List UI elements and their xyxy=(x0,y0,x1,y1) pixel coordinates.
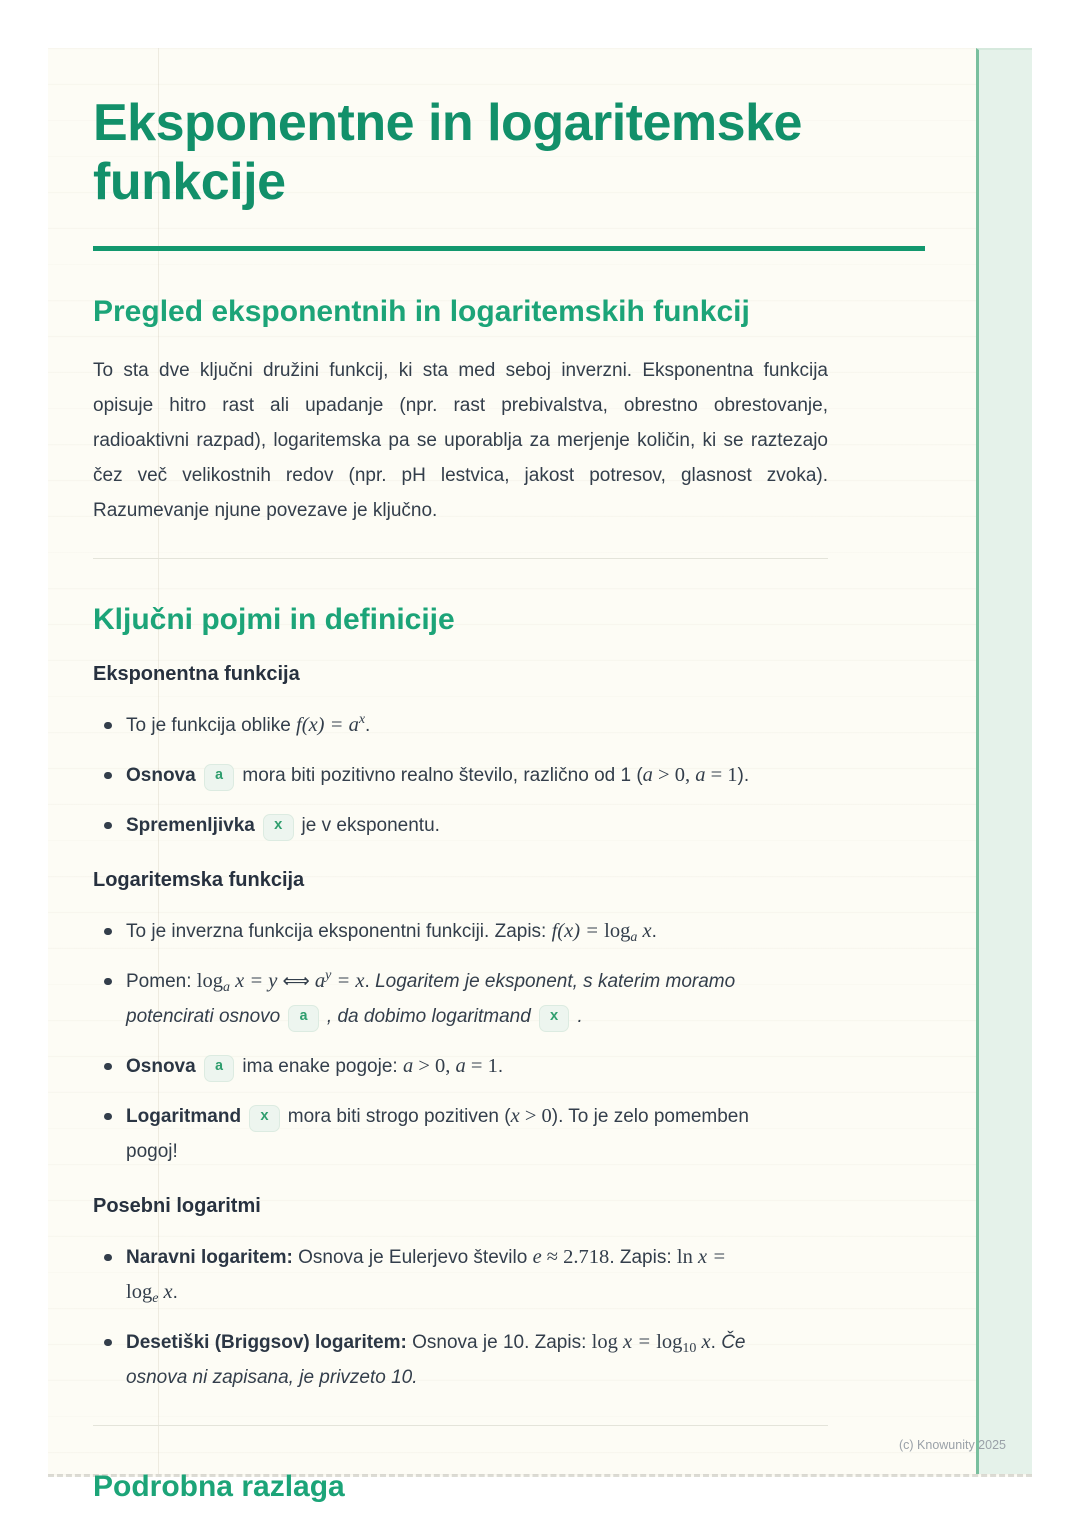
math-subscript: a xyxy=(222,979,230,995)
section-heading-pregled: Pregled eksponentnih in logaritemskih funkcij xyxy=(93,294,750,328)
text-run: ima enake pogoje: xyxy=(242,1055,403,1077)
math-run: f(x) = a xyxy=(296,713,359,736)
code-chip-x: x xyxy=(263,814,294,842)
italic-run: potencirati osnovo xyxy=(126,1005,281,1027)
list-item xyxy=(126,1325,828,1395)
math-superscript: y xyxy=(325,967,332,983)
math-operator: log xyxy=(604,919,631,942)
text-run: . xyxy=(651,920,657,942)
bold-lead: Desetiški (Briggsov) logaritem: xyxy=(126,1331,407,1353)
italic-run: Logaritem je eksponent, s katerim moramo xyxy=(375,970,736,992)
text-run: mora biti strogo pozitiven ( xyxy=(287,1105,511,1127)
math-run: > 0, xyxy=(652,763,696,786)
math-subscript: e xyxy=(152,1290,159,1306)
subheading-logaritemska-funkcija: Logaritemska funkcija xyxy=(93,868,305,891)
text-run: To je funkcija oblike xyxy=(126,714,297,736)
text-run: pogoj! xyxy=(126,1140,178,1162)
intro-paragraph: To sta dve ključni družini funkcij, ki sta med seboj inverzni. Eksponentna funkcija opisuje hitro rast ali upadanje (npr. rast prebivalstva, obrestno obrestovanje, radioaktivni razpad), logaritemska pa se uporablja za merjenje količin, ki se raztezajo čez več velikostnih redov (npr. pH lestvica, jakost potresov, glasnost zvoka). Razumevanje njune povezave je ključno. xyxy=(93,359,828,521)
math-run: x = xyxy=(692,1245,727,1268)
list-item xyxy=(126,708,828,743)
section-divider xyxy=(93,1425,828,1426)
math-run: a xyxy=(695,763,706,786)
copyright: (c) Knowunity 2025 xyxy=(898,1438,1006,1452)
math-run: a xyxy=(402,1054,414,1077)
page-title: Eksponentne in logaritemske funkcije xyxy=(93,94,802,211)
math-run: = 1 xyxy=(465,1054,498,1077)
bold-lead: Naravni logaritem: xyxy=(126,1246,293,1268)
bullet-list-posebni xyxy=(93,1240,828,1395)
text-run: . xyxy=(710,1331,722,1353)
math-run: x = xyxy=(617,1330,657,1353)
list-item xyxy=(126,808,828,843)
subheading-eksponentna-funkcija: Eksponentna funkcija xyxy=(93,662,300,685)
italic-run: . xyxy=(577,1005,583,1027)
bold-lead: Logaritmand xyxy=(126,1105,242,1127)
math-run: x xyxy=(637,919,652,942)
list-item xyxy=(126,1240,828,1310)
title-underline xyxy=(93,246,925,251)
math-subscript: 10 xyxy=(682,1340,697,1356)
list-item xyxy=(126,964,828,1034)
text-run: . xyxy=(497,1055,504,1077)
math-run: x xyxy=(158,1280,173,1303)
math-run: x = y xyxy=(229,969,283,992)
math-run: ≈ 2.718 xyxy=(541,1245,610,1268)
italic-run: Če xyxy=(721,1331,746,1353)
text-run: . xyxy=(364,970,376,992)
math-run: > 0, xyxy=(413,1054,456,1077)
bullet-list-eksponentna xyxy=(93,708,828,843)
math-run: > 0 xyxy=(519,1104,552,1127)
math-run: x xyxy=(510,1104,520,1127)
code-chip-x: x xyxy=(539,1005,570,1033)
subheading-posebni-logaritmi: Posebni logaritmi xyxy=(93,1194,261,1217)
code-chip-a: a xyxy=(204,764,235,792)
math-operator: log xyxy=(591,1330,618,1353)
italic-run: osnova ni zapisana, je privzeto 10. xyxy=(126,1366,418,1388)
math-run: e xyxy=(532,1245,542,1268)
math-run: a xyxy=(455,1054,466,1077)
section-divider xyxy=(93,558,828,559)
code-chip-x: x xyxy=(249,1105,280,1133)
section-heading-podrobna: Podrobna razlaga xyxy=(93,1469,345,1503)
math-operator: log xyxy=(126,1280,153,1303)
text-run: . xyxy=(172,1281,178,1303)
text-run: Osnova je Eulerjevo število xyxy=(292,1246,533,1268)
italic-run: , da dobimo logaritmand xyxy=(326,1005,531,1027)
page-content xyxy=(48,48,1032,1504)
text-run: ). xyxy=(737,764,750,786)
text-run: . xyxy=(365,714,371,736)
text-run: je v eksponentu. xyxy=(301,814,440,836)
text-run: mora biti pozitivno realno število, različno od 1 ( xyxy=(242,764,643,786)
text-run: To je inverzna funkcija eksponentni funkciji. Zapis: xyxy=(126,920,552,942)
math-operator: ln xyxy=(676,1245,693,1268)
text-run: Osnova je 10. Zapis: xyxy=(406,1331,592,1353)
math-operator: log xyxy=(196,969,223,992)
section-heading-kljucni: Ključni pojmi in definicije xyxy=(93,602,455,636)
list-item xyxy=(126,1049,828,1084)
bold-lead: Osnova xyxy=(126,1055,196,1077)
code-chip-a: a xyxy=(288,1005,319,1033)
math-operator: log xyxy=(656,1330,683,1353)
list-item xyxy=(126,758,828,793)
code-chip-a: a xyxy=(204,1055,235,1083)
text-run: Pomen: xyxy=(126,970,197,992)
math-subscript: a xyxy=(630,929,638,945)
math-run: = 1 xyxy=(705,763,738,786)
math-run: = x xyxy=(331,969,365,992)
bullet-list-logaritemska xyxy=(93,914,828,1169)
list-item xyxy=(126,914,828,949)
math-run: a xyxy=(642,763,653,786)
math-run: x xyxy=(696,1330,711,1353)
document-page xyxy=(48,48,1032,1503)
bold-lead: Osnova xyxy=(126,764,196,786)
iff-arrow: ⟺ xyxy=(282,969,310,992)
bold-lead: Spremenljivka xyxy=(126,814,255,836)
text-run: . Zapis: xyxy=(609,1246,677,1268)
list-item xyxy=(126,1099,828,1169)
math-superscript: x xyxy=(358,711,366,727)
math-run: a xyxy=(309,969,326,992)
text-run: ). To je zelo pomemben xyxy=(551,1105,749,1127)
math-run: f(x) = xyxy=(551,919,605,942)
